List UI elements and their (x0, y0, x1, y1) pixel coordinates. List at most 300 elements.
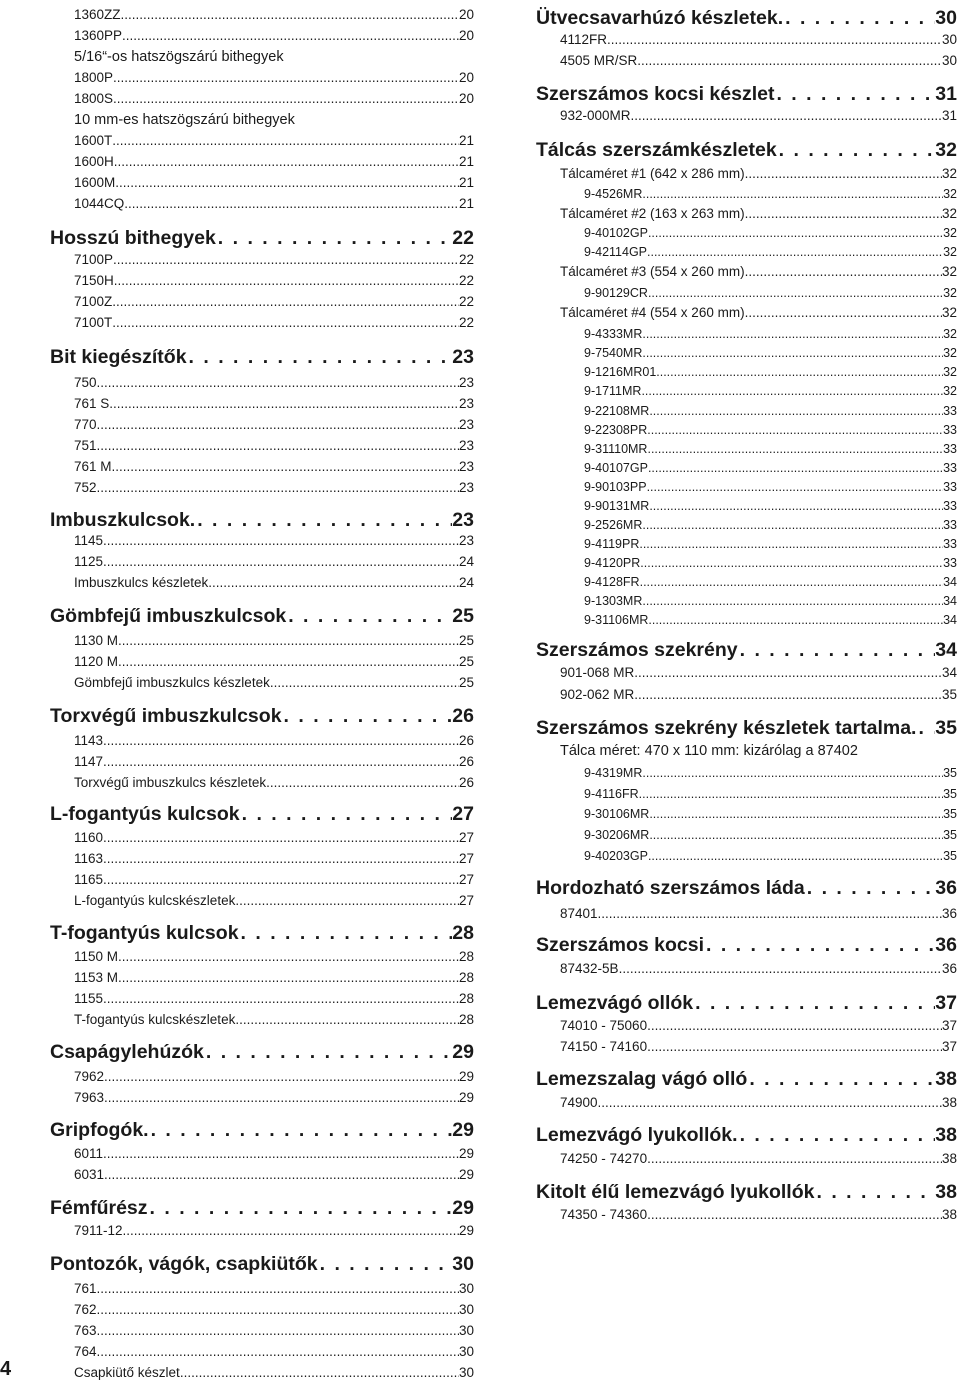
toc-entry (536, 403, 957, 419)
toc-entry (536, 612, 957, 628)
toc-entry (50, 969, 474, 987)
toc-entry (536, 263, 957, 281)
toc-page-number: 29 (458, 1223, 474, 1238)
toc-entry (536, 1094, 957, 1112)
dot-leader (649, 827, 943, 843)
dot-leader (123, 1222, 459, 1240)
toc-page-number: 33 (943, 499, 957, 513)
toc-entry (536, 827, 957, 843)
toc-page-number: 36 (935, 934, 957, 956)
toc-entry-label: 9-4120PR (584, 556, 641, 570)
dot-leader (104, 1089, 459, 1107)
toc-entry (536, 786, 957, 802)
toc-entry-label: 1163 (74, 851, 104, 866)
toc-entry-label: 5/16“-os hatszögszárú bithegyek (74, 49, 284, 65)
toc-entry-label: 7100P (74, 252, 114, 267)
toc-entry-label: Tálca méret: 470 x 110 mm: kizárólag a 87402 (560, 743, 858, 759)
dot-leader (648, 612, 943, 628)
toc-page-number: 26 (452, 705, 474, 727)
toc-entry (50, 553, 474, 571)
toc-entry (536, 517, 957, 533)
dot-leader (104, 1166, 459, 1184)
toc-heading (50, 1196, 474, 1220)
toc-page-number: 32 (943, 286, 957, 300)
toc-entry-label: 87401 (560, 906, 598, 921)
dot-leader (774, 82, 935, 106)
toc-page-number: 20 (458, 7, 474, 22)
dot-leader (745, 165, 942, 183)
toc-entry (50, 1222, 474, 1240)
toc-entry (50, 892, 474, 910)
toc-entry-label: 9-31110MR (584, 442, 648, 456)
toc-page-number: 20 (458, 91, 474, 106)
toc-entry (536, 364, 957, 380)
toc-page-number: 29 (458, 1090, 474, 1105)
toc-entry-label: 7962 (74, 1069, 105, 1084)
toc-entry (50, 293, 474, 311)
toc-entry-label: 1147 (74, 754, 104, 769)
dot-leader (598, 905, 942, 923)
toc-page-number: 28 (458, 970, 474, 985)
toc-heading (536, 138, 957, 162)
toc-page-number: 30 (458, 1365, 474, 1380)
toc-page-number: 29 (458, 1167, 474, 1182)
toc-entry-label: Tálcaméret #4 (554 x 260 mm) (560, 305, 745, 320)
dot-leader (648, 460, 943, 476)
toc-page-number: 21 (458, 133, 474, 148)
dot-leader (641, 383, 943, 399)
toc-page-number: 32 (941, 305, 957, 320)
dot-leader (112, 132, 459, 150)
toc-page-number: 35 (943, 787, 957, 801)
dot-leader (240, 802, 453, 826)
toc-page-number: 20 (458, 28, 474, 43)
toc-page-number: 33 (943, 404, 957, 418)
dot-leader (647, 244, 943, 260)
toc-entry-label: 1800S (74, 91, 114, 106)
dot-leader (640, 574, 944, 590)
dot-leader (598, 1094, 942, 1112)
toc-entry (536, 422, 957, 438)
toc-page-number: 35 (943, 766, 957, 780)
dot-leader (649, 403, 943, 419)
toc-page-number: 30 (458, 1281, 474, 1296)
toc-heading (50, 604, 474, 628)
dot-leader (114, 272, 459, 290)
toc-entry-label: 7100Z (74, 294, 113, 309)
toc-page-number: 30 (452, 1253, 474, 1275)
dot-leader (97, 1301, 459, 1319)
dot-leader (777, 138, 936, 162)
toc-entry-label: 9-22308PR (584, 423, 648, 437)
toc-entry-label: 9-4333MR (584, 327, 643, 341)
dot-leader (103, 850, 459, 868)
toc-entry (50, 437, 474, 455)
toc-entry (50, 1343, 474, 1361)
toc-page-number: 30 (935, 7, 957, 29)
toc-page-number: 27 (452, 803, 474, 825)
toc-entry (50, 990, 474, 1008)
toc-entry-label: T-fogantyús kulcskészletek (74, 1012, 236, 1027)
dot-leader (318, 1252, 453, 1276)
dot-leader (113, 69, 459, 87)
toc-entry (50, 1166, 474, 1184)
toc-page-number: 22 (458, 252, 474, 267)
toc-entry-label: Lemezszalag vágó olló (536, 1068, 748, 1090)
toc-entry-label: 764 (74, 1344, 97, 1359)
toc-entry (50, 314, 474, 332)
dot-leader (639, 536, 943, 552)
toc-page-number: 34 (943, 575, 957, 589)
toc-entry-label: Gömbfejű imbuszkulcsok (50, 605, 287, 627)
toc-entry-label: 1600T (74, 133, 113, 148)
toc-entry (50, 90, 474, 108)
toc-page-number: 33 (943, 556, 957, 570)
dot-leader (745, 263, 942, 281)
toc-entry-label: Szerszámos kocsi készlet (536, 83, 775, 105)
toc-entry (536, 205, 957, 223)
toc-heading (50, 1252, 474, 1276)
toc-entry-label: 9-4319MR (584, 766, 643, 780)
dot-leader (639, 786, 943, 802)
toc-entry-label: 1360PP (74, 28, 123, 43)
dot-leader (103, 829, 459, 847)
toc-entry (536, 186, 957, 202)
toc-entry-label: 1143 (74, 733, 104, 748)
dot-leader (642, 345, 943, 361)
toc-entry-label: Tálcaméret #2 (163 x 263 mm) (560, 206, 745, 221)
toc-page-number: 37 (935, 992, 957, 1014)
toc-entry-label: Tálcás szerszámkészletek (536, 139, 777, 161)
toc-page-number: 28 (458, 991, 474, 1006)
toc-entry-label: 902-062 MR (560, 687, 635, 702)
toc-entry (50, 1068, 474, 1086)
toc-entry (50, 111, 474, 129)
toc-entry (536, 686, 957, 704)
toc-entry-label: 1150 M (74, 949, 119, 964)
dot-leader (634, 664, 942, 682)
toc-entry-label: Tálcaméret #3 (554 x 260 mm) (560, 264, 745, 279)
toc-entry (50, 6, 474, 24)
toc-entry-label: 74350 - 74360 (560, 1207, 648, 1222)
dot-leader (745, 205, 942, 223)
dot-leader (783, 6, 935, 30)
toc-entry (50, 1011, 474, 1029)
dot-leader (693, 991, 935, 1015)
toc-entry-label: 1125 (74, 554, 104, 569)
toc-entry-label: 1120 M (74, 654, 119, 669)
toc-entry (50, 69, 474, 87)
toc-entry-label: 752 (74, 480, 97, 495)
dot-leader (115, 174, 459, 192)
dot-leader (648, 848, 943, 864)
dot-leader (148, 1196, 453, 1220)
toc-page-number: 24 (458, 575, 474, 590)
toc-page-number: 33 (943, 518, 957, 532)
dot-leader (204, 1040, 452, 1064)
toc-page-number: 23 (458, 480, 474, 495)
toc-page-number: 21 (458, 196, 474, 211)
toc-heading (536, 716, 957, 740)
toc-entry-label: 74150 - 74160 (560, 1039, 648, 1054)
dot-leader (122, 27, 459, 45)
toc-entry (536, 664, 957, 682)
toc-entry-label: 1600H (74, 154, 114, 169)
toc-page-number: 37 (941, 1018, 957, 1033)
toc-page-number: 32 (943, 365, 957, 379)
toc-entry-label: 9-1711MR (584, 384, 642, 398)
toc-page-number: 23 (458, 375, 474, 390)
toc-page-number: 27 (458, 830, 474, 845)
toc-page-number: 23 (452, 509, 474, 531)
toc-entry (536, 498, 957, 514)
toc-entry-label: Szerszámos kocsi (536, 934, 705, 956)
toc-entry (536, 1017, 957, 1035)
dot-leader (634, 686, 942, 704)
toc-heading (50, 1118, 474, 1142)
toc-entry (50, 195, 474, 213)
toc-page-number: 33 (943, 461, 957, 475)
toc-entry-label: Torxvégű imbuszkulcs készletek (74, 775, 267, 790)
toc-entry (50, 632, 474, 650)
dot-leader (97, 1343, 459, 1361)
toc-entry-label: Hosszú bithegyek (50, 227, 216, 249)
toc-page-number: 26 (458, 775, 474, 790)
toc-entry-label: 9-40107GP (584, 461, 648, 475)
toc-page-number: 35 (943, 807, 957, 821)
dot-leader (704, 933, 935, 957)
toc-page-number: 35 (941, 687, 957, 702)
toc-page-number: 23 (458, 417, 474, 432)
dot-leader (103, 990, 459, 1008)
toc-entry (50, 1364, 474, 1382)
toc-page-number: 34 (935, 639, 957, 661)
toc-entry (50, 753, 474, 771)
dot-leader (642, 593, 943, 609)
toc-page-number: 31 (941, 108, 957, 123)
toc-entry (536, 441, 957, 457)
toc-entry (50, 48, 474, 66)
toc-entry-label: 74900 (560, 1095, 598, 1110)
toc-entry-label: 7911-12 (74, 1223, 123, 1238)
toc-page-number: 22 (458, 273, 474, 288)
toc-entry-label: Kitolt élű lemezvágó lyukollók (536, 1181, 815, 1203)
toc-entry-label: Fémfűrész (50, 1197, 148, 1219)
toc-entry-label: 751 (74, 438, 97, 453)
dot-leader (814, 1180, 935, 1204)
dot-leader (124, 195, 459, 213)
toc-entry (50, 732, 474, 750)
dot-leader (916, 716, 935, 740)
toc-page-number: 30 (458, 1302, 474, 1317)
toc-entry (536, 165, 957, 183)
toc-entry-label: 10 mm-es hatszögszárú bithegyek (74, 112, 295, 128)
toc-entry-label: 762 (74, 1302, 97, 1317)
toc-entry (50, 674, 474, 692)
toc-heading (50, 1040, 474, 1064)
toc-entry (50, 871, 474, 889)
toc-entry (536, 107, 957, 125)
dot-leader (103, 753, 459, 771)
toc-heading (536, 82, 957, 106)
toc-page-number: 29 (452, 1041, 474, 1063)
toc-page-number: 27 (458, 872, 474, 887)
dot-leader (97, 416, 459, 434)
toc-page-number: 32 (943, 245, 957, 259)
dot-leader (180, 1364, 459, 1382)
dot-leader (656, 364, 943, 380)
toc-entry-label: Torxvégű imbuszkulcsok (50, 705, 282, 727)
toc-entry-label: 9-31106MR (584, 613, 649, 627)
toc-entry (536, 244, 957, 260)
toc-page-number: 33 (943, 423, 957, 437)
toc-heading (50, 921, 474, 945)
toc-heading (50, 704, 474, 728)
toc-page-number: 22 (458, 294, 474, 309)
dot-leader (118, 632, 459, 650)
dot-leader (235, 1011, 459, 1029)
toc-entry (50, 1322, 474, 1340)
toc-page-number: 31 (935, 83, 957, 105)
toc-entry (536, 1038, 957, 1056)
toc-entry (50, 27, 474, 45)
dot-leader (97, 437, 459, 455)
toc-entry (50, 132, 474, 150)
toc-page-number: 32 (941, 166, 957, 181)
toc-entry-label: Szerszámos szekrény (536, 639, 738, 661)
toc-entry-label: 9-90131MR (584, 499, 650, 513)
toc-entry (50, 774, 474, 792)
toc-entry (536, 1150, 957, 1168)
toc-page-number: 20 (458, 70, 474, 85)
toc-page-number: 34 (943, 594, 957, 608)
toc-heading (536, 1067, 957, 1091)
toc-entry (50, 948, 474, 966)
toc-entry-label: 87432-5B (560, 961, 619, 976)
toc-page-number: 36 (941, 906, 957, 921)
dot-leader (103, 732, 459, 750)
toc-entry-label: 761 (74, 1281, 97, 1296)
toc-entry (536, 31, 957, 49)
toc-entry (50, 1089, 474, 1107)
toc-entry (50, 479, 474, 497)
toc-entry-label: 9-42114GP (584, 245, 648, 259)
toc-entry-label: 761 M (74, 459, 112, 474)
toc-entry (536, 555, 957, 571)
dot-leader (121, 6, 459, 24)
dot-leader (647, 422, 943, 438)
toc-entry (536, 479, 957, 495)
toc-entry-label: 9-1303MR (584, 594, 643, 608)
toc-heading (536, 638, 957, 662)
dot-leader (640, 555, 943, 571)
dot-leader (104, 1068, 459, 1086)
toc-entry-label: 9-4119PR (584, 537, 640, 551)
dot-leader (112, 314, 459, 332)
toc-entry (536, 304, 957, 322)
toc-entry (536, 574, 957, 590)
dot-leader (118, 653, 459, 671)
toc-page-number: 32 (941, 264, 957, 279)
dot-leader (647, 1150, 942, 1168)
toc-page-number: 23 (452, 346, 474, 368)
toc-entry (50, 829, 474, 847)
toc-entry (536, 742, 957, 760)
toc-entry-label: 9-7540MR (584, 346, 643, 360)
dot-leader (266, 774, 459, 792)
toc-entry (50, 1280, 474, 1298)
toc-entry (536, 1206, 957, 1224)
toc-entry-label: 9-90103PP (584, 480, 647, 494)
toc-entry (536, 225, 957, 241)
toc-entry-label: Imbuszkulcs készletek (74, 575, 209, 590)
toc-page-number: 21 (458, 175, 474, 190)
toc-entry (536, 383, 957, 399)
dot-leader (239, 921, 453, 945)
dot-leader (642, 186, 943, 202)
toc-heading (536, 991, 957, 1015)
toc-entry-label: 9-2526MR (584, 518, 643, 532)
toc-page-number: 37 (941, 1039, 957, 1054)
toc-page-number: 28 (452, 922, 474, 944)
toc-entry-label: 1800P (74, 70, 114, 85)
toc-entry-label: 1130 M (74, 633, 119, 648)
dot-leader (103, 532, 459, 550)
toc-entry-label: 1165 (74, 872, 104, 887)
toc-entry (536, 960, 957, 978)
toc-heading (536, 1123, 957, 1147)
toc-page-number: 35 (943, 849, 957, 863)
toc-page-number: 26 (458, 733, 474, 748)
toc-entry-label: 1160 (74, 830, 104, 845)
toc-page-number: 34 (941, 665, 957, 680)
toc-entry-label: 761 S (74, 396, 110, 411)
dot-leader (97, 479, 459, 497)
toc-entry (536, 905, 957, 923)
toc-page-number: 32 (943, 327, 957, 341)
dot-leader (647, 1017, 942, 1035)
dot-leader (235, 892, 459, 910)
dot-leader (747, 1067, 935, 1091)
toc-entry-label: 1044CQ (74, 196, 125, 211)
toc-page-number: 25 (458, 633, 474, 648)
toc-entry (50, 395, 474, 413)
toc-entry-label: Gripfogók. (50, 1119, 149, 1141)
page-number: 4 (0, 1358, 12, 1380)
toc-page-number: 38 (935, 1124, 957, 1146)
dot-leader (112, 293, 459, 311)
dot-leader (112, 458, 459, 476)
toc-page-number: 25 (458, 675, 474, 690)
toc-page-number: 23 (458, 438, 474, 453)
toc-page-number: 32 (941, 206, 957, 221)
toc-page-number: 29 (458, 1069, 474, 1084)
toc-entry-label: Lemezvágó lyukollók. (536, 1124, 738, 1146)
dot-leader (270, 674, 459, 692)
toc-page-number: 28 (458, 949, 474, 964)
toc-entry-label: 7963 (74, 1090, 105, 1105)
toc-entry (536, 345, 957, 361)
toc-page-number: 30 (941, 53, 957, 68)
toc-entry-label: 74250 - 74270 (560, 1151, 648, 1166)
toc-entry-label: 1145 (74, 533, 104, 548)
toc-entry-label: Tálcaméret #1 (642 x 286 mm) (560, 166, 745, 181)
dot-leader (648, 225, 943, 241)
toc-entry (536, 536, 957, 552)
dot-leader (97, 1322, 459, 1340)
toc-entry (50, 653, 474, 671)
dot-leader (648, 285, 943, 301)
